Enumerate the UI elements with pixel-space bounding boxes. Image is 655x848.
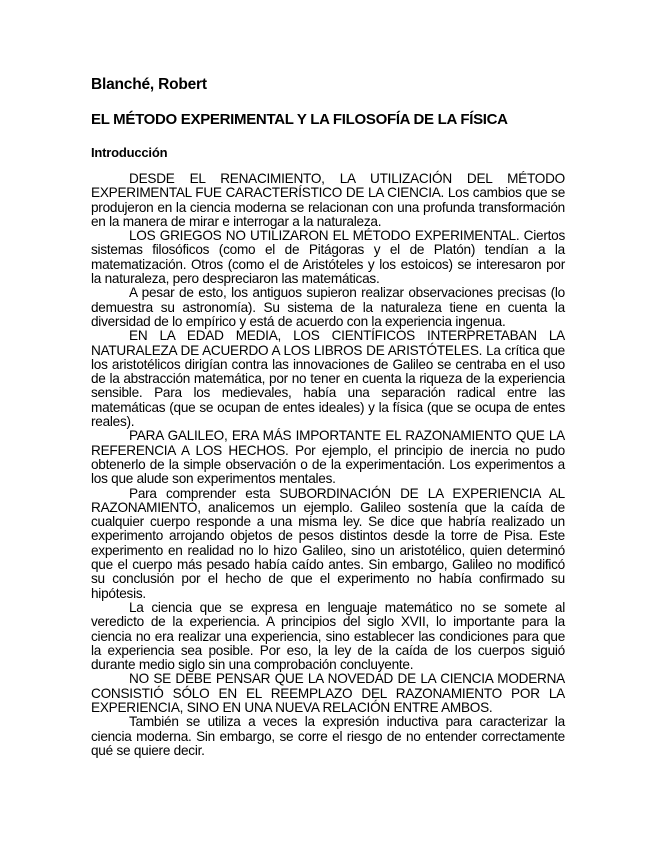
paragraph: A pesar de esto, los antiguos supieron realizar observaciones precisas (lo demuestra su astronomía). Su sistema de la naturaleza tiene en cuenta la diversidad de lo empírico y está de acuerdo con la experiencia ingenua. <box>91 285 565 329</box>
paragraph: NO SE DEBE PENSAR QUE LA NOVEDAD DE LA CIENCIA MODERNA CONSISTIÓ SÓLO EN EL REEMPLAZO DEL RAZONAMIENTO POR LA EXPERIENCIA, SINO EN UNA NUEVA RELACIÓN ENTRE AMBOS. <box>91 671 565 715</box>
body-text <box>91 172 565 758</box>
paragraph: EN LA EDAD MEDIA, LOS CIENTÍFICOS INTERPRETABAN LA NATURALEZA DE ACUERDO A LOS LIBROS DE ARISTÓTELES. La crítica que los aristotélicos dirigían contra las innovaciones de Galileo se centraba en el uso de la abstracción matemática, por no tener en cuenta la riqueza de la experiencia sensible. Para los medievales, había una separación radical entre las matemáticas (que se ocupan de entes ideales) y la física (que se ocupa de entes reales). <box>91 328 565 430</box>
paragraph: DESDE EL RENACIMIENTO, LA UTILIZACIÓN DEL MÉTODO EXPERIMENTAL FUE CARACTERÍSTICO DE LA CIENCIA. Los cambios que se produjeron en la ciencia moderna se relacionan con una profunda transformación en la manera de mirar e interrogar a la naturaleza. <box>91 171 565 229</box>
paragraph: También se utiliza a veces la expresión inductiva para caracterizar la ciencia moderna. Sin embargo, se corre el riesgo de no entender correctamente qué se quiere decir. <box>91 714 565 758</box>
author-name: Blanché, Robert <box>91 76 207 93</box>
document-title: EL MÉTODO EXPERIMENTAL Y LA FILOSOFÍA DE LA FÍSICA <box>91 111 508 128</box>
paragraph: Para comprender esta SUBORDINACIÓN DE LA EXPERIENCIA AL RAZONAMIENTO, analicemos un ejemplo. Galileo sostenía que la caída de cualquier cuerpo responde a una misma ley. Se dice que habría realizado un experimento arrojando objetos de pesos distintos desde la torre de Pisa. Este experimento en realidad no lo hizo Galileo, sino un aristotélico, quien determinó que el cuerpo más pesado había caído antes. Sin embargo, Galileo no modificó su conclusión por el hecho de que el experimento no había confirmado su hipótesis. <box>91 485 565 601</box>
paragraph: La ciencia que se expresa en lenguaje matemático no se somete al veredicto de la experiencia. A principios del siglo XVII, lo importante para la ciencia no era realizar una experiencia, sino establecer las condiciones para que la experiencia sea posible. Por eso, la ley de la caída de los cuerpos siguió durante medio siglo sin una comprobación concluyente. <box>91 599 565 673</box>
paragraph: PARA GALILEO, ERA MÁS IMPORTANTE EL RAZONAMIENTO QUE LA REFERENCIA A LOS HECHOS. Por ejemplo, el principio de inercia no pudo obtenerlo de la simple observación o de la experimentación. Los experimentos a los que alude son experimentos mentales. <box>91 428 565 487</box>
paragraph: LOS GRIEGOS NO UTILIZARON EL MÉTODO EXPERIMENTAL. Ciertos sistemas filosóficos (como el de Pitágoras y el de Platón) tendían a la matematización. Otros (como el de Aristóteles y los estoicos) se interesaron por la naturaleza, pero despreciaron las matemáticas. <box>91 228 565 287</box>
section-heading: Introducción <box>91 145 168 160</box>
